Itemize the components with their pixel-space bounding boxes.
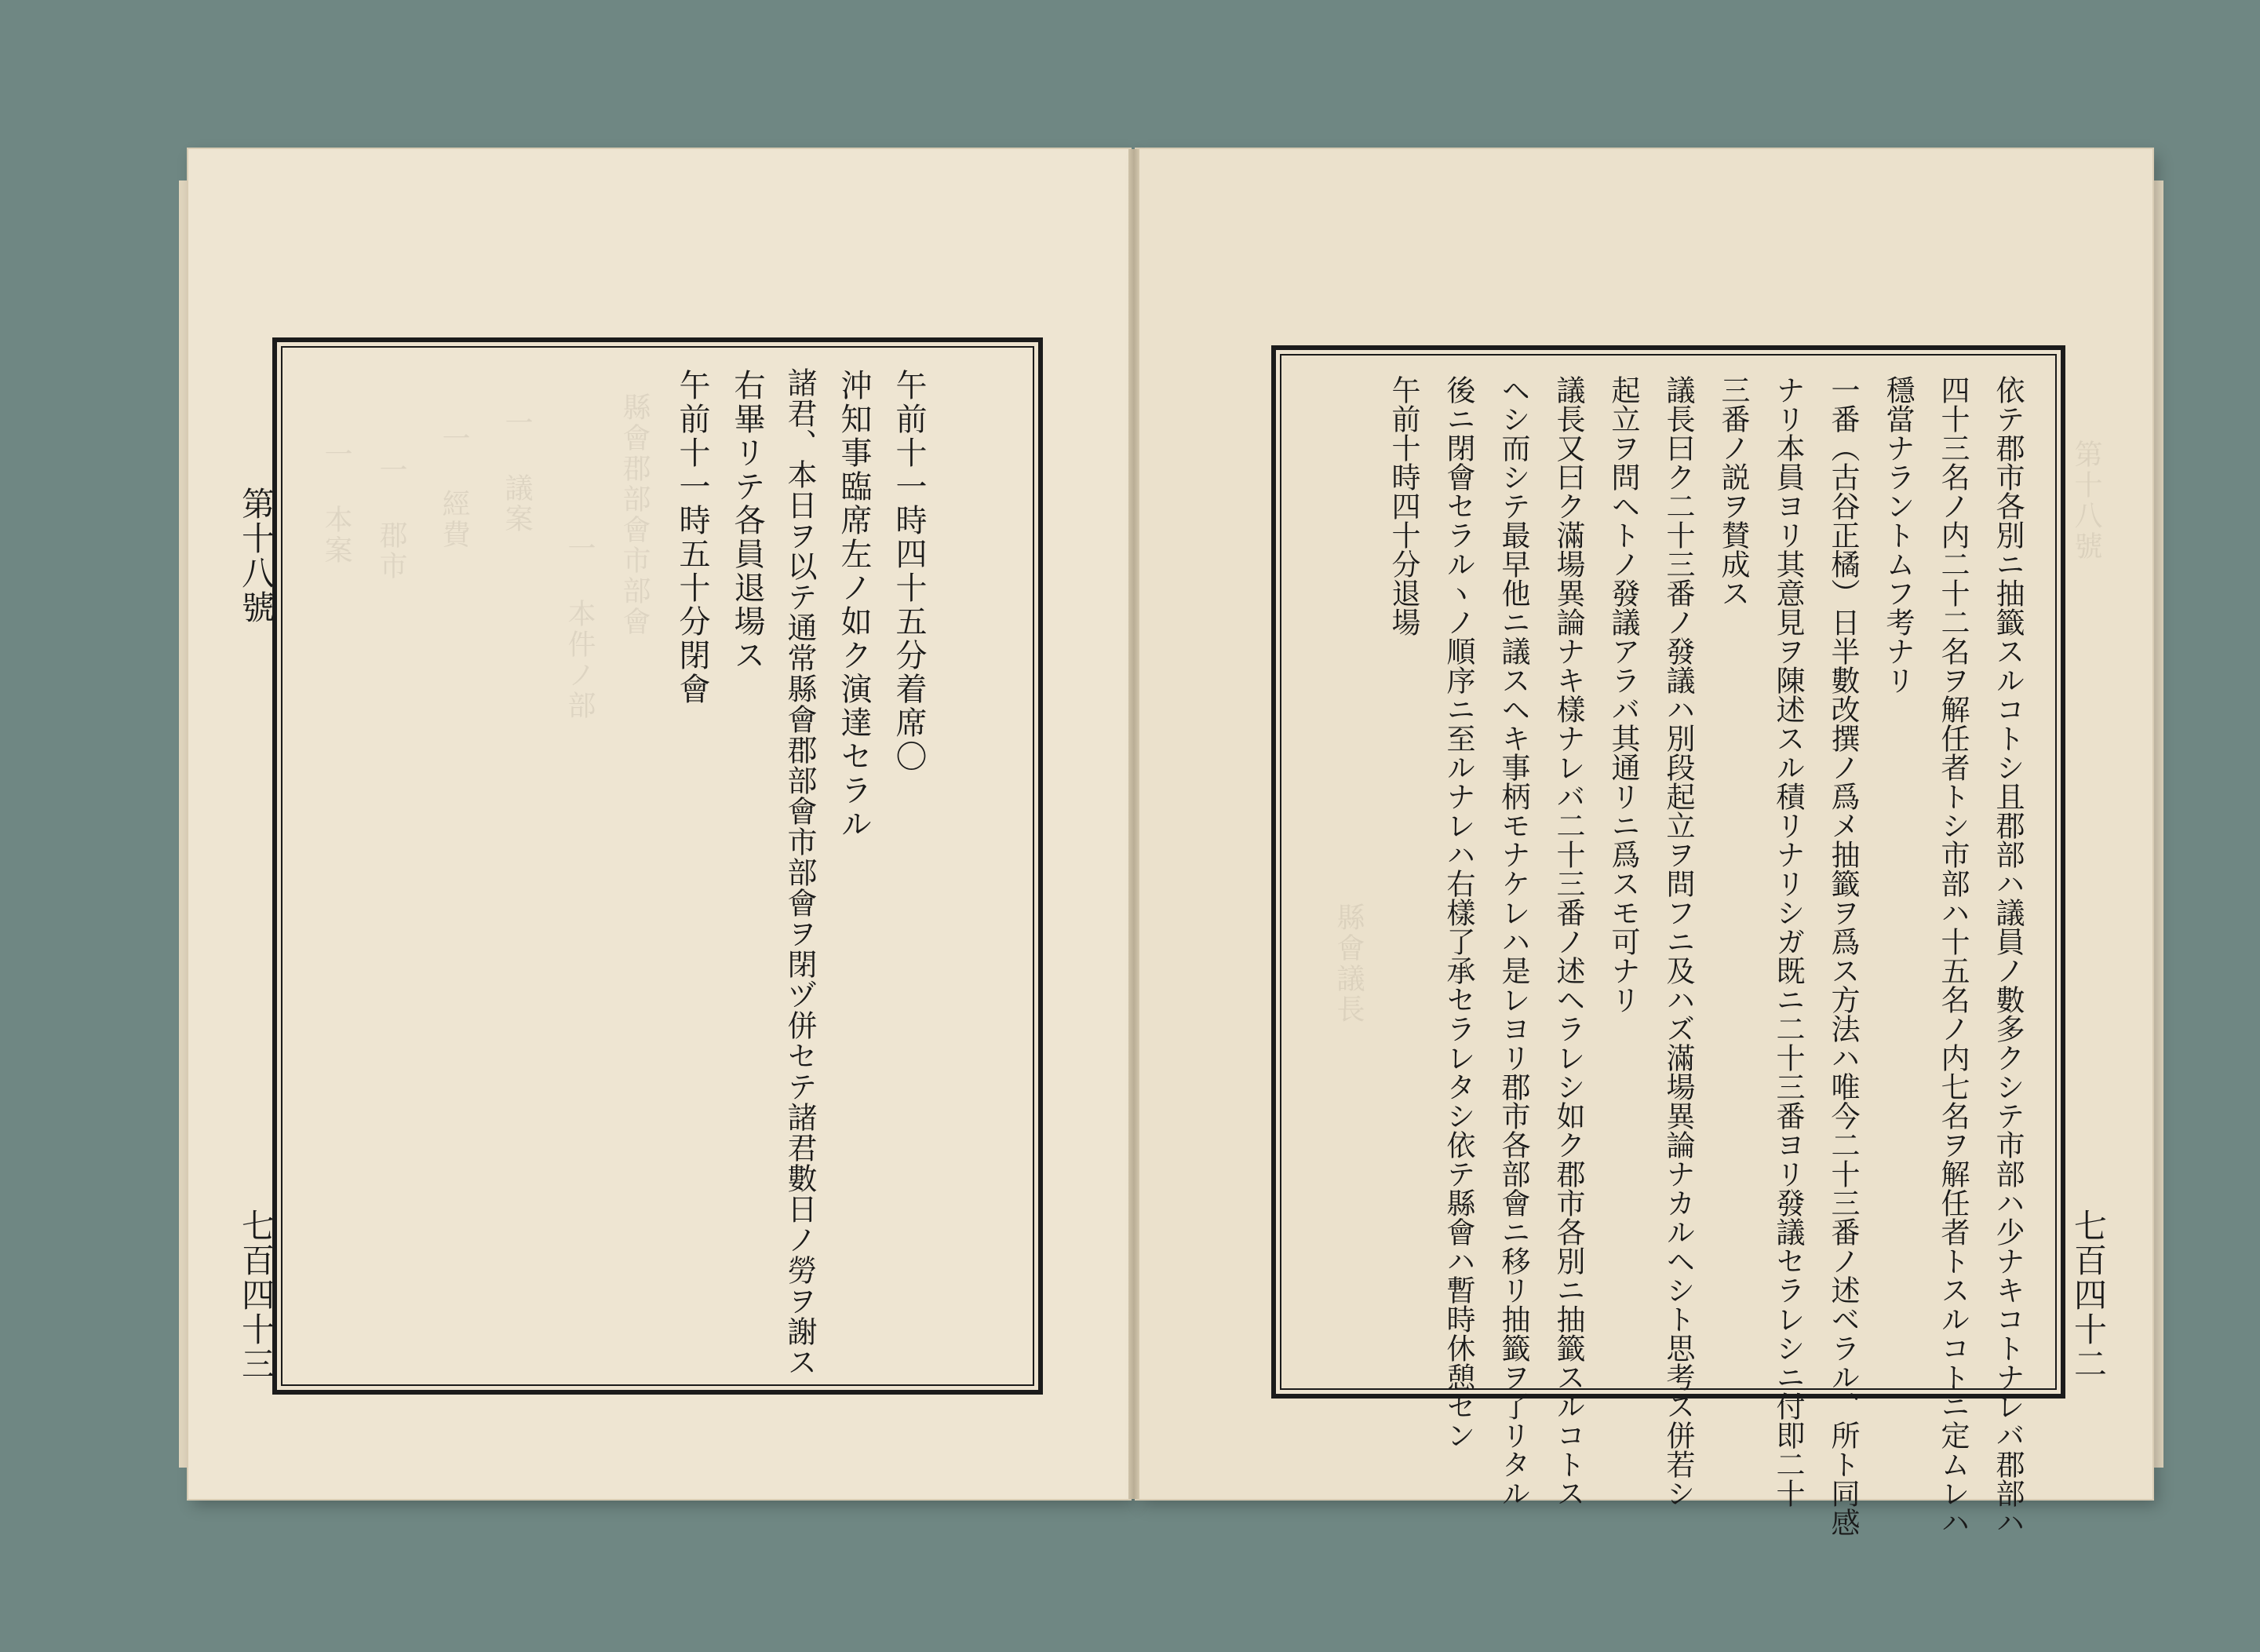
left-issue-label: 第十八號 [237,487,275,625]
left-line-3: 諸君、本日ヲ以テ通常縣會郡部會市部會ヲ閉ヅ併セテ諸君數日ノ勞ヲ謝ス [782,367,817,1377]
right-line-5: ナリ本員ヨリ其意見ヲ陳述スル積リナリシガ既ニ二十三番ヨリ發議セラレシニ付即二十 [1771,375,1805,1508]
left-page-number: 七百四十三 [237,1209,275,1381]
left-line-4: 右畢リテ各員退場ス [729,369,765,673]
book-spine [1128,149,1139,1499]
right-show-through-2: 縣會議長 [1332,903,1365,1025]
left-line-2: 沖知事臨席左ノ如ク演達セラル [836,369,872,841]
right-line-8: 起立ヲ問ヘトノ發議アラバ其通リニ爲スモ可ナリ [1606,375,1640,1014]
right-line-11: 後ニ閉會セラルヽノ順序ニ至ルナレハ右樣了承セラレタシ依テ縣會ハ暫時休憩セン [1442,375,1475,1450]
right-line-10: ヘシ而シテ最早他ニ議スヘキ事柄モナケレハ是レヨリ郡市各部會ニ移リ抽籤ヲ了リタル [1496,375,1530,1508]
right-line-7: 議長曰ク二十三番ノ發議ハ別段起立ヲ問フニ及ハズ滿場異論ナカルヘシト思考ス併若シ [1661,375,1695,1508]
right-line-4: 一番（古谷正橘）日半數改撰ノ爲メ抽籤ヲ爲ス方法ハ唯今二十三番ノ述ベラル、所ト同感 [1826,375,1860,1537]
left-show-through-6: 一 本案 [320,439,352,566]
right-line-1: 依テ郡市各別ニ抽籤スルコトシ且郡部ハ議員ノ數多クシテ市部ハ少ナキコトナレバ郡部ハ [1991,375,2025,1537]
left-show-through-2: 一 本件ノ部 [563,534,596,721]
left-show-through-1: 縣會郡部會市部會 [618,392,651,637]
right-line-2: 四十三名ノ内二十二名ヲ解任者トシ市部ハ十五名ノ内七名ヲ解任者トスルコトニ定ムレハ [1936,375,1970,1537]
right-line-12: 午前十時四十分退場 [1387,375,1420,636]
left-show-through-5: 一 郡市 [375,455,407,582]
right-line-6: 三番ノ説ヲ賛成ス [1716,375,1750,607]
left-show-through-4: 一 經費 [438,424,470,550]
right-show-through-1: 第十八號 [2070,439,2102,562]
left-line-1: 午前十一時四十五分着席〇 [891,369,927,774]
right-line-3: 穩當ナラントムフ考ナリ [1881,375,1915,695]
right-page-number: 七百四十二 [2069,1209,2108,1381]
left-show-through-3: 一 議案 [501,408,533,534]
left-line-5: 午前十一時五十分閉會 [674,369,710,706]
right-line-9: 議長又曰ク滿場異論ナキ樣ナレバ二十三番ノ述ヘラレシ如ク郡市各別ニ抽籤スルコトス [1551,375,1585,1508]
